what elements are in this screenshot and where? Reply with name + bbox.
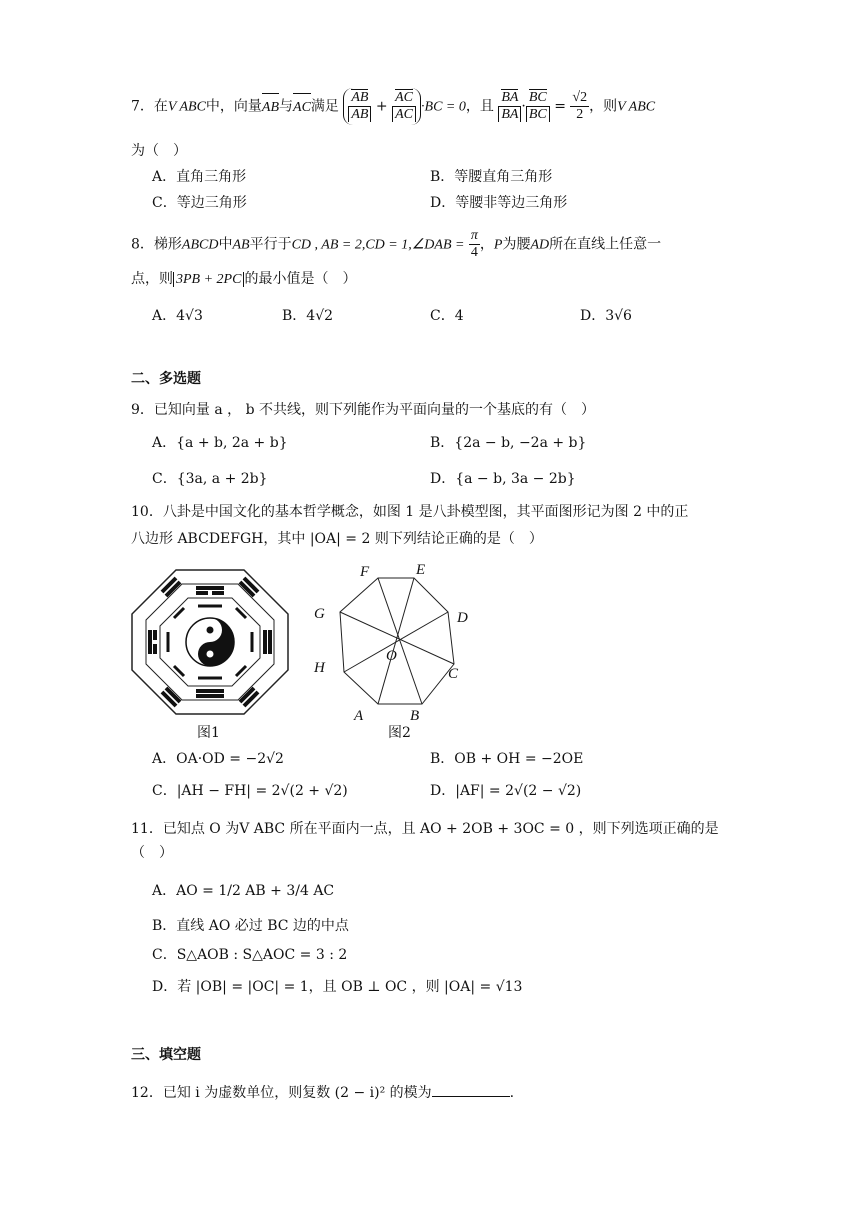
vertex-label-a: A <box>354 708 364 724</box>
q12-stem: 12．已知 i 为虚数单位，则复数 (2 − i)² 的模为 . <box>131 1082 731 1104</box>
q9-option-d: D．{a − b, 3a − 2b} <box>430 471 576 487</box>
q7-stem-line2: 为（ ） <box>131 143 187 159</box>
q11-stem-line1: 11．已知点 O 为V ABC 所在平面内一点，且 AO + 2OB + 3OC = 0 ，则下列选项正确的是 <box>131 821 719 837</box>
q7-option-a: A．直角三角形 <box>152 169 247 185</box>
q10-stem-line1: 10．八卦是中国文化的基本哲学概念，如图 1 是八卦模型图，其平面图形记为图 2 中的正 <box>131 504 689 520</box>
vertex-label-e: E <box>416 562 426 578</box>
bagua-figure <box>130 568 290 716</box>
vertex-label-c: C <box>448 666 459 682</box>
section-heading-fill-blank: 三、填空题 <box>131 1047 201 1063</box>
q10-option-a: A．OA·OD = −2√2 <box>152 751 284 767</box>
q10-option-d: D．|AF| = 2√(2 − √2) <box>430 783 582 799</box>
vertex-label-g: G <box>314 606 325 622</box>
q8-option-c: C．4 <box>430 308 464 324</box>
q10-stem-line2: 八边形 ABCDEFGH，其中 |OA| = 2 则下列结论正确的是（ ） <box>131 531 543 547</box>
q9-option-a: A．{a + b, 2a + b} <box>152 435 288 451</box>
q10-option-c: C．|AH − FH| = 2√(2 + √2) <box>152 783 348 799</box>
q7-option-d: D．等腰非等边三角形 <box>430 195 568 211</box>
q9-stem: 9．已知向量 a ， b 不共线，则下列能作为平面向量的一个基底的有（ ） <box>131 402 596 418</box>
vertex-label-o: O <box>386 648 397 664</box>
vertex-label-b: B <box>410 708 420 724</box>
q8-option-a: A．4√3 <box>152 308 203 324</box>
q8-option-d: D．3√6 <box>580 308 632 324</box>
q8-option-b: B．4√2 <box>282 308 334 324</box>
figure1-caption: 图1 <box>197 725 220 741</box>
q8-stem: 8．梯形ABCD中AB平行于CD , AB = 2,CD = 1,∠DAB = $\frac{\pi}{4}$ ，P为腰AD所在直线上任意一 <box>131 228 662 260</box>
section-heading-multi-choice: 二、多选题 <box>131 371 201 387</box>
vertex-label-h: H <box>314 660 325 676</box>
vertex-label-f: F <box>360 564 370 580</box>
octagon-figure <box>308 560 478 728</box>
q11-option-c: C．S△AOB : S△AOC = 3 : 2 <box>152 947 348 963</box>
q8-stem-line2: 点，则 3PB + 2PC 的最小值是（ ） <box>131 271 357 287</box>
q9-option-c: C．{3a, a + 2b} <box>152 471 268 487</box>
vertex-label-d: D <box>457 610 468 626</box>
q12-answer-blank[interactable] <box>432 1082 510 1097</box>
q7-stem: 7．在V ABC中，向量AB与AC满足 $\frac{AB}{AB}$ + $\frac{AC}{AC}$ ·BC = 0，且 $\frac{BA}{BA}$ · $\frac{BC}{BC}$ = $\frac{√2}{2}$ ，则V ABC <box>131 88 731 125</box>
figure2-caption: 图2 <box>388 725 411 741</box>
q11-option-a: A．AO = 1/2 AB + 3/4 AC <box>152 883 335 899</box>
q7-option-b: B．等腰直角三角形 <box>430 169 553 185</box>
q7-option-c: C．等边三角形 <box>152 195 247 211</box>
q11-option-d: D．若 |OB| = |OC| = 1，且 OB ⊥ OC ，则 |OA| = √13 <box>152 979 523 995</box>
q10-option-b: B．OB + OH = −2OE <box>430 751 584 767</box>
q11-stem-line2: （ ） <box>131 845 173 861</box>
q7-bracket-expr: $\frac{AB}{AB}$ + $\frac{AC}{AC}$ <box>343 88 421 125</box>
q9-option-b: B．{2a − b, −2a + b} <box>430 435 587 451</box>
q11-option-b: B．直线 AO 必过 BC 边的中点 <box>152 918 349 934</box>
